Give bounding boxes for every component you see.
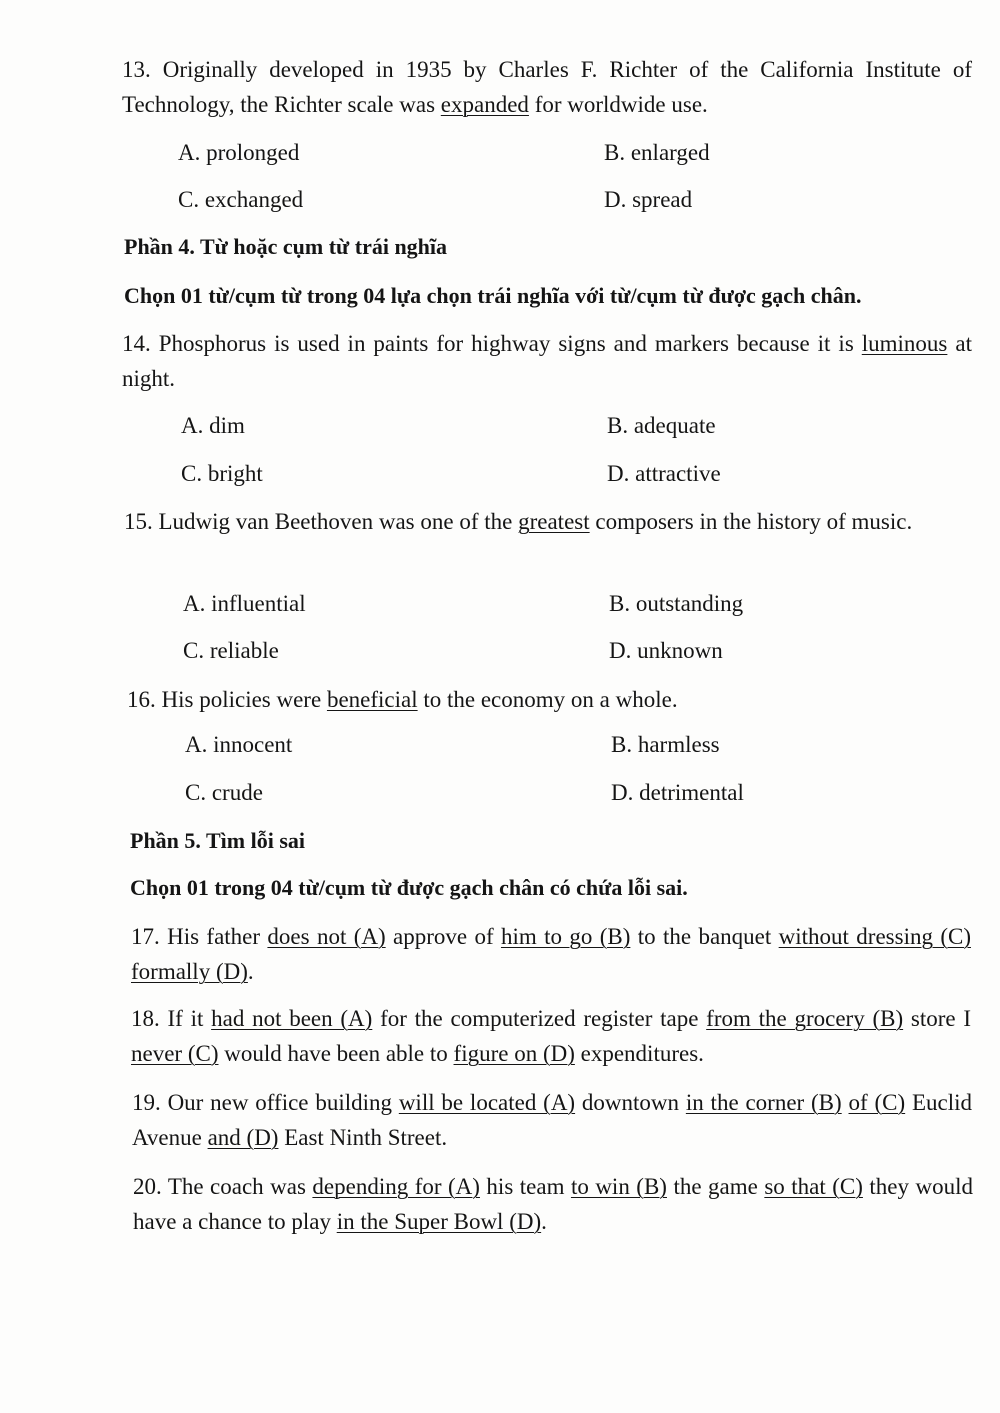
part4-instruction: Chọn 01 từ/cụm từ trong 04 lựa chọn trái nghĩa với từ/cụm từ được gạch chân. (124, 283, 862, 308)
q19-text: Euclid Avenue (132, 1090, 973, 1150)
q13-underlined-word: expanded (440, 92, 529, 117)
q13-text-before: 13. Originally developed in 1935 by Charles F. Richter of the California Institute of Technology, the Richter scale was (122, 57, 972, 117)
q20-option-a: depending for (A) (312, 1174, 480, 1199)
q17-text: to the banquet (630, 924, 779, 949)
q18-text: for the computerized register tape (372, 1006, 707, 1031)
q18-option-b: from the grocery (B) (706, 1006, 904, 1031)
q15-option-b: B. outstanding (609, 591, 744, 616)
q13-option-d: D. spread (604, 187, 693, 212)
q14-text-before: 14. Phosphorus is used in paints for highway signs and markers because it is (122, 331, 862, 356)
question-13 (122, 52, 972, 122)
q13-option-a: A. prolonged (178, 140, 300, 165)
q15-option-a: A. influential (183, 591, 306, 616)
q16-underlined-word: beneficial (326, 687, 418, 712)
q20-option-d: in the Super Bowl (D) (336, 1209, 542, 1234)
q16-option-c: C. crude (185, 780, 263, 805)
q18-option-d: figure on (D) (453, 1041, 575, 1066)
q16-option-a: A. innocent (185, 732, 293, 757)
q17-text: . (247, 959, 254, 984)
q19-text: downtown (575, 1090, 686, 1115)
q18-option-a: had not been (A) (211, 1006, 373, 1031)
part5-instruction: Chọn 01 trong 04 từ/cụm từ được gạch chân có chứa lỗi sai. (130, 875, 688, 900)
question-15 (124, 504, 974, 539)
q14-underlined-word: luminous (861, 331, 948, 356)
question-18 (131, 1001, 971, 1071)
q18-text: 18. If it (131, 1006, 212, 1031)
q17-option-c: without dressing (C) (778, 924, 971, 949)
q20-text: . (541, 1209, 547, 1234)
q18-text: expenditures. (574, 1041, 704, 1066)
q19-text (842, 1090, 849, 1115)
q20-option-c: so that (C) (764, 1174, 863, 1199)
q16-text-after: to the economy on a whole. (417, 687, 678, 712)
q20-text: the game (666, 1174, 765, 1199)
q14-option-b: B. adequate (607, 413, 716, 438)
part4-title: Phần 4. Từ hoặc cụm từ trái nghĩa (124, 234, 448, 259)
q15-option-d: D. unknown (609, 638, 723, 663)
q19-text: East Ninth Street. (278, 1125, 448, 1150)
q14-option-a: A. dim (181, 413, 245, 438)
question-17 (131, 919, 971, 989)
q20-text: 20. The coach was (133, 1174, 313, 1199)
part5-title: Phần 5. Tìm lỗi sai (130, 828, 306, 853)
q15-text-before: 15. Ludwig van Beethoven was one of the (124, 509, 519, 534)
question-20 (133, 1169, 973, 1239)
q19-option-b: in the corner (B) (685, 1090, 842, 1115)
q18-text: store I (903, 1006, 971, 1031)
q17-option-a: does not (A) (267, 924, 386, 949)
q14-text-after: at night. (122, 331, 972, 391)
q16-text-before: 16. His policies were (127, 687, 327, 712)
question-16 (127, 682, 977, 717)
q17-option-b: him to go (B) (500, 924, 631, 949)
question-14 (122, 326, 972, 396)
q20-text: his team (479, 1174, 571, 1199)
q19-option-c: of (C) (848, 1090, 906, 1115)
q20-text: they would have a chance to play (133, 1174, 973, 1234)
q19-text: 19. Our new office building (132, 1090, 399, 1115)
q13-text-after: for worldwide use. (528, 92, 708, 117)
question-19 (132, 1085, 972, 1155)
q16-option-b: B. harmless (611, 732, 720, 757)
q17-option-d: formally (D) (131, 959, 248, 984)
q18-text: would have been able to (218, 1041, 454, 1066)
q19-option-d: and (D) (207, 1125, 279, 1150)
q20-option-b: to win (B) (570, 1174, 667, 1199)
q14-option-c: C. bright (181, 461, 263, 486)
q15-option-c: C. reliable (183, 638, 279, 663)
q17-text: approve of (385, 924, 501, 949)
q13-option-b: B. enlarged (604, 140, 710, 165)
q17-text: 17. His father (131, 924, 268, 949)
q14-option-d: D. attractive (607, 461, 721, 486)
q19-option-a: will be located (A) (398, 1090, 576, 1115)
q15-underlined-word: greatest (518, 509, 590, 534)
q16-option-d: D. detrimental (611, 780, 744, 805)
q15-text-after: composers in the history of music. (589, 509, 913, 534)
q18-option-c: never (C) (131, 1041, 219, 1066)
q13-option-c: C. exchanged (178, 187, 304, 212)
